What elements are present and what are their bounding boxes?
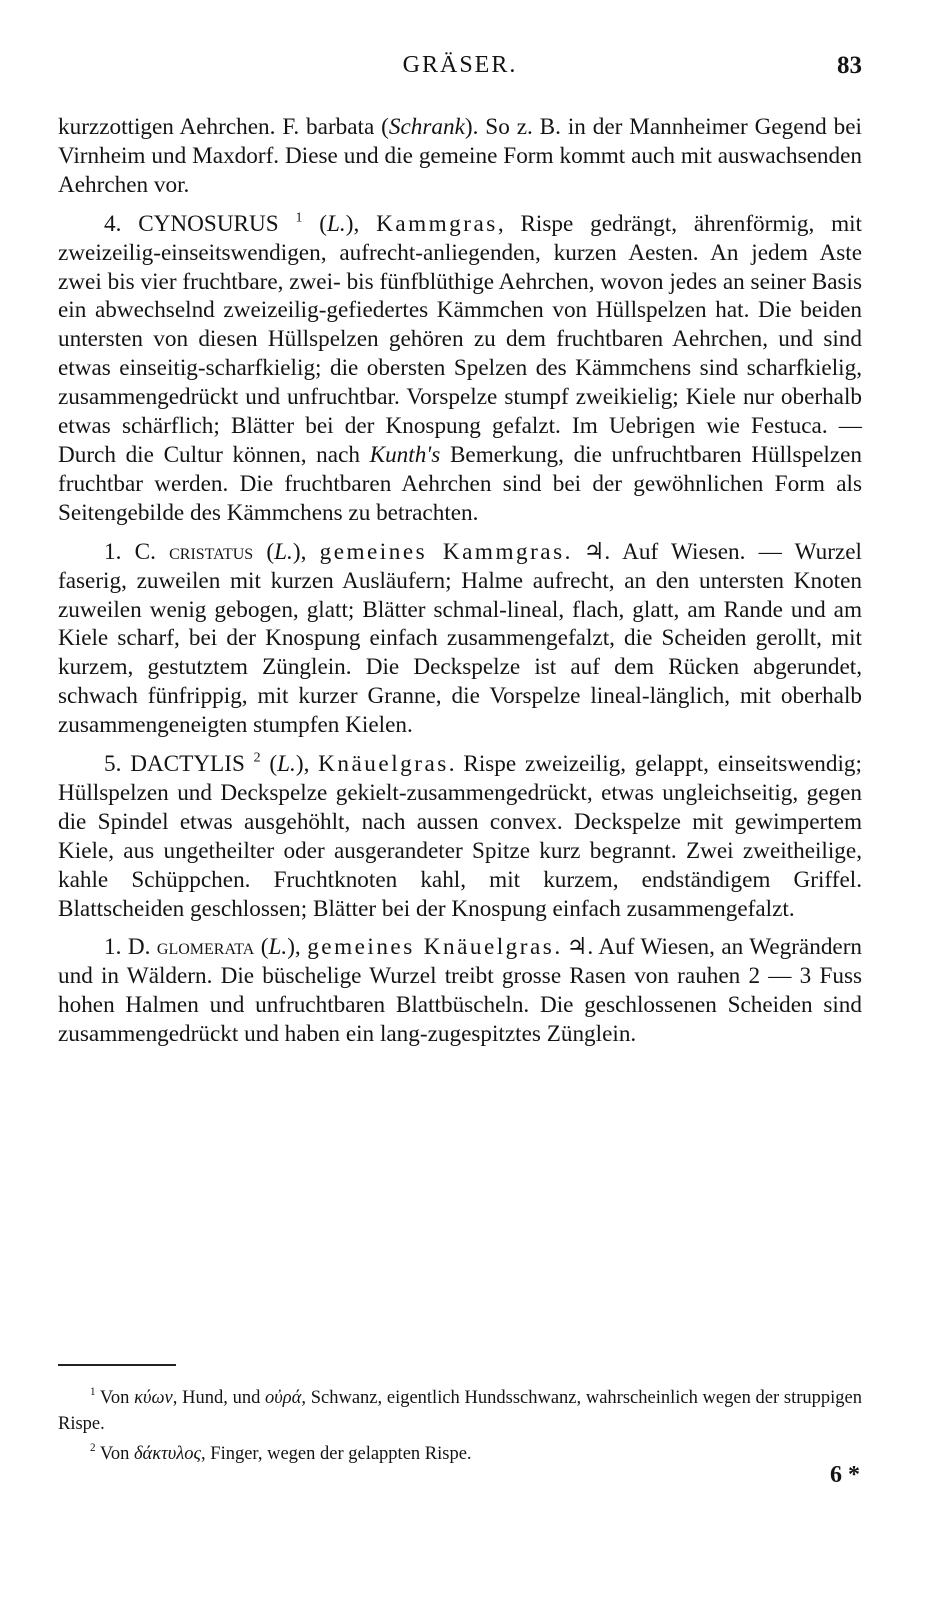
signature-mark: 6 *	[830, 1462, 860, 1488]
text-run: (	[302, 210, 328, 237]
page-header	[58, 52, 862, 88]
text-run: ). So z. B. in der Mannheimer Gegend bei Virnheim und Maxdorf. Diese und die gemeine Form kommt auch mit auswachsenden Aehrchen vor.	[58, 114, 862, 198]
text-run: , Rispe gedrängt, ährenförmig, mit zweizeilig-einseitswendigen, aufrecht-anliegenden, kurzen Aesten. An jedem Aste zwei bis vier fruchtbare, zwei- bis fünfblüthige Aehrchen, wovon jedes an seiner Basis ein abwechselnd zweizeilig-gefiedertes Kämmchen von Hüllspelzen hat. Die beiden untersten von diesen Hüllspelzen gehören zu dem fruchtbaren Aehrchen, und sind etwas einseitig-scharfkielig; die obersten Spelzen des Kämmchens sind scharfkielig, zusammengedrückt und unfruchtbar. Vorspelze stumpf zweikielig; Kiele nur oberhalb etwas schärflich; Blätter bei der Knospung gefalzt. Im Uebrigen wie Festuca. — Durch die Cultur können, nach	[58, 210, 862, 468]
page-number: 83	[837, 52, 862, 79]
text-run: 1. D.	[104, 934, 157, 961]
text-run: 1. C.	[104, 538, 170, 565]
text-run: Von	[95, 1444, 134, 1464]
text-run: cristatus	[169, 538, 254, 565]
running-title: GRÄSER.	[402, 52, 518, 78]
paragraph-3	[58, 538, 862, 740]
text-run: Von	[95, 1388, 135, 1408]
text-run: (	[260, 751, 278, 778]
text-run: ),	[295, 751, 319, 778]
italic-text: δάκτυλος	[133, 1444, 202, 1464]
footnote-marker: 1	[295, 209, 303, 225]
italic-text: L.	[268, 934, 288, 961]
text-run: (	[253, 538, 275, 565]
text-run: , Schwanz, eigentlich Hundsschwanz, wahrscheinlich wegen der struppigen Rispe.	[58, 1388, 862, 1434]
text-run: 4. CYNOSURUS	[104, 210, 296, 237]
paragraph-2	[58, 210, 862, 528]
text-run: Kammgras	[376, 210, 498, 237]
text-run: ),	[287, 934, 308, 961]
text-run: 5. DACTYLIS	[104, 751, 254, 778]
text-run: . Rispe zweizeilig, gelappt, einseitswendig; Hüllspelzen und Deckspelze gekielt-zusammengedrückt, etwas ungleichseitig, gegen die Spindel etwas ausgehöhlt, nach aussen convex. Deckspelze mit gewimpertem Kiele, aus ungetheilter oder ausgerandeter Spitze kurz begrannt. Zwei zweitheilige, kahle Schüppchen. Fruchtknoten kahl, mit kurzem, endständigem Griffel. Blattscheiden geschlossen; Blätter bei der Knospung einfach zusammengefalzt.	[58, 751, 862, 922]
footnote-marker: 2	[90, 1442, 96, 1455]
text-run: gemeines Kammgras	[319, 538, 565, 565]
text-run: Knäuelgras	[318, 751, 449, 778]
italic-text: οὐρά	[265, 1388, 302, 1408]
text-run: . ♃. Auf Wiesen, an Wegrändern und in Wäldern. Die büschelige Wurzel treibt grosse Rasen von rauhen 2 — 3 Fuss hohen Halmen und unfruchtbaren Blattbüscheln. Die geschlossenen Scheiden sind zusammengedrückt und haben ein lang-zugespitztes Zünglein.	[58, 934, 863, 1048]
italic-text: κύων	[134, 1388, 173, 1408]
footnote-separator	[58, 1364, 176, 1366]
footnote-2	[58, 1441, 862, 1467]
text-run: kurzzottigen Aehrchen. F. barbata (	[58, 114, 389, 140]
footnotes	[58, 1385, 862, 1471]
footnote-marker: 2	[253, 750, 261, 766]
text-run: Bemerkung, die unfruchtbaren Hüllspelzen fruchtbar werden. Die fruchtbaren Aehrchen sind bei der gewöhnlichen Form als Seitengebilde des Kämmchens zu betrachten.	[58, 441, 862, 526]
footnote-marker: 1	[90, 1386, 96, 1399]
text-run: , Finger, wegen der gelappten Rispe.	[201, 1444, 472, 1464]
italic-text: Schrank	[388, 114, 465, 140]
text-run: glomerata	[156, 934, 255, 961]
text-run: , Hund, und	[172, 1388, 266, 1408]
paragraph-1	[58, 113, 862, 200]
italic-text: L.	[274, 538, 293, 565]
text-run: ),	[292, 538, 320, 565]
italic-text: L.	[277, 751, 296, 778]
text-run: . ♃. Auf Wiesen. — Wurzel faserig, zuweilen mit kurzen Ausläufern; Halme aufrecht, an den untersten Knoten zuweilen wenig gebogen, glatt; Blätter schmal-lineal, flach, glatt, am Rande und am Kiele scharf, bei der Knospung einfach zusammengefalzt, die Scheiden gerollt, mit kurzem, gestutztem Zünglein. Die Deckspelze ist auf dem Rücken abgerundet, schwach fünfrippig, mit kurzer Granne, die Vorspelze lineal-länglich, mit oberhalb zusammengeneigten stumpfen Kielen.	[58, 538, 862, 739]
italic-text: L.	[327, 210, 346, 237]
body-text	[58, 113, 862, 1059]
text-run: (	[254, 934, 269, 961]
paragraph-5	[58, 933, 862, 1049]
text-run: ),	[345, 210, 377, 237]
italic-text: Kunth's	[369, 441, 441, 468]
text-run: gemeines Knäuelgras	[307, 934, 555, 961]
footnote-1	[58, 1385, 862, 1437]
paragraph-4	[58, 750, 862, 923]
